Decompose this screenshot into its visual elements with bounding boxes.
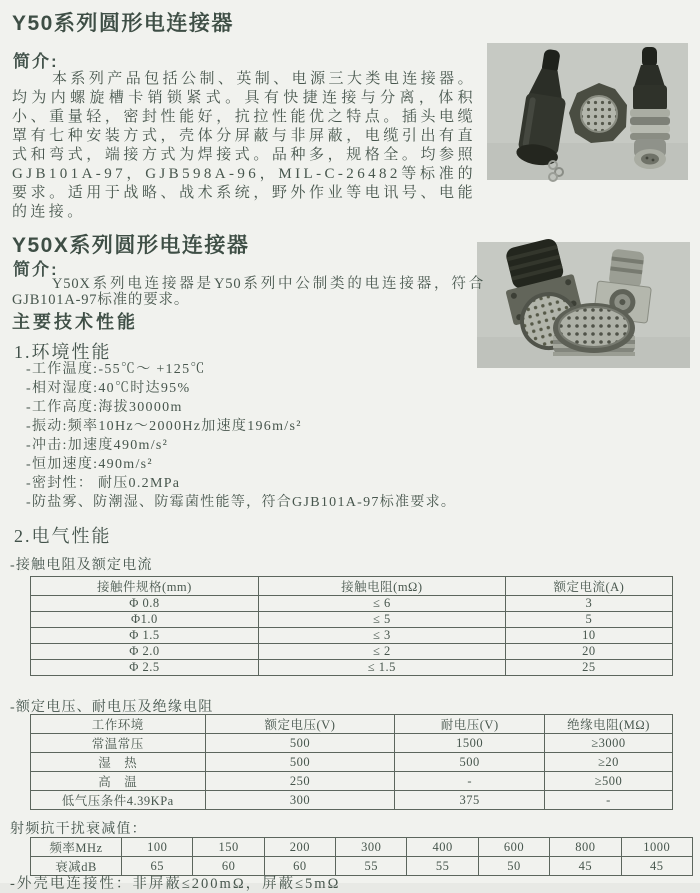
spec-item: -工作温度:-55℃～ +125℃ — [26, 362, 206, 377]
table-cell: 1500 — [395, 734, 545, 753]
table-cell: 800 — [550, 838, 621, 857]
voltage-insulation-table — [30, 714, 673, 810]
table-cell: ≥20 — [545, 753, 673, 772]
table-cell: 300 — [205, 791, 395, 810]
table-cell: 接触电阻(mΩ) — [258, 577, 505, 596]
table-row — [31, 644, 673, 660]
table-cell: 60 — [264, 857, 335, 876]
table-cell: 高 温 — [31, 772, 206, 791]
table-cell: ≥500 — [545, 772, 673, 791]
env-spec-list — [26, 360, 456, 512]
table-cell: ≤ 2 — [258, 644, 505, 660]
table-cell: 400 — [407, 838, 478, 857]
table-cell: 65 — [122, 857, 193, 876]
y50x-series-title: Y50X系列圆形电连接器 — [12, 234, 250, 257]
table-row — [31, 628, 673, 644]
table-cell: 375 — [395, 791, 545, 810]
table-cell: Φ1.0 — [31, 612, 259, 628]
table-cell: ≤ 5 — [258, 612, 505, 628]
table-cell: 10 — [505, 628, 672, 644]
table-cell: Φ 2.5 — [31, 660, 259, 676]
table-cell: 接触件规格(mm) — [31, 577, 259, 596]
table-cell: 工作环境 — [31, 715, 206, 734]
table-cell: 1000 — [621, 838, 692, 857]
table-row — [31, 753, 673, 772]
table-cell: 600 — [478, 838, 549, 857]
table-row — [31, 772, 673, 791]
table-cell: 耐电压(V) — [395, 715, 545, 734]
table-cell: 150 — [193, 838, 264, 857]
electrical-performance-heading: 2.电气性能 — [14, 526, 112, 546]
intro-label: 简介: — [13, 52, 59, 71]
table-cell: 衰减dB — [31, 857, 122, 876]
table-cell: 20 — [505, 644, 672, 660]
intro-paragraph: 本系列产品包括公制、英制、电源三大类电连接器。均为内螺旋槽卡销锁紧式。具有快捷连接与分离，体积小、重量轻，密封性能好，抗拉性能优之特点。插头电缆罩有七种安装方式，壳体分屏蔽与非屏蔽，电缆引出有直式和弯式，端接方式为焊接式。品种多，规格全。均参照GJB101A-97，GJB598A-96，MIL-C-26482等标准的要求。适用于战略、战术系统，野外作业等电讯号、电能的连接。 — [12, 71, 476, 220]
table-cell: 100 — [122, 838, 193, 857]
table-cell: 500 — [205, 734, 395, 753]
table-cell: Φ 0.8 — [31, 596, 259, 612]
table-cell: ≤ 1.5 — [258, 660, 505, 676]
table-row — [31, 734, 673, 753]
table-cell: 45 — [621, 857, 692, 876]
table-cell: 50 — [478, 857, 549, 876]
main-tech-heading: 主要技术性能 — [12, 312, 138, 332]
table-cell: 250 — [205, 772, 395, 791]
spec-item: -工作高度:海拔30000m — [26, 400, 183, 415]
rf-attenuation-table — [30, 837, 693, 876]
spec-item: -密封性： 耐压0.2MPa — [26, 476, 181, 491]
table-header-row — [31, 577, 673, 596]
table-row — [31, 612, 673, 628]
table-cell: ≤ 6 — [258, 596, 505, 612]
table-row — [31, 838, 693, 857]
intro-paragraph: Y50X系列电连接器是Y50系列中公制类的电连接器，符合GJB101A-97标准的要求。 — [12, 276, 484, 308]
table-cell: 常温常压 — [31, 734, 206, 753]
table-cell: ≤ 3 — [258, 628, 505, 644]
env-performance-heading: 1.环境性能 — [14, 342, 112, 362]
table-cell: Φ 2.0 — [31, 644, 259, 660]
table-cell: 低气压条件4.39KPa — [31, 791, 206, 810]
table-row — [31, 596, 673, 612]
table-cell: 额定电流(A) — [505, 577, 672, 596]
table-cell: 55 — [407, 857, 478, 876]
table-cell: 300 — [336, 838, 407, 857]
contact-resistance-table — [30, 576, 673, 676]
y50-series-title: Y50系列圆形电连接器 — [12, 12, 234, 35]
table-header-row — [31, 715, 673, 734]
y50x-connectors-photo — [477, 242, 690, 368]
spec-item: -振动:频率10Hz～2000Hz加速度196m/s² — [26, 419, 302, 434]
table-cell: 25 — [505, 660, 672, 676]
table-cell: 绝缘电阻(MΩ) — [545, 715, 673, 734]
rf-table-caption: 射频抗干扰衰减值： — [10, 822, 147, 837]
table-row — [31, 660, 673, 676]
table-cell: 频率MHz — [31, 838, 122, 857]
table-cell: 3 — [505, 596, 672, 612]
y50-connectors-photo — [487, 43, 688, 180]
table-cell: ≥3000 — [545, 734, 673, 753]
contact-table-caption: -接触电阻及额定电流 — [10, 558, 153, 573]
spec-item: -恒加速度:490m/s² — [26, 457, 153, 472]
table-cell: - — [545, 791, 673, 810]
table-cell: 500 — [205, 753, 395, 772]
table-cell: Φ 1.5 — [31, 628, 259, 644]
table-cell: 45 — [550, 857, 621, 876]
table-cell: 湿 热 — [31, 753, 206, 772]
intro-label: 简介: — [13, 260, 59, 279]
table-cell: 500 — [395, 753, 545, 772]
round-socket — [553, 303, 635, 356]
table-cell: 60 — [193, 857, 264, 876]
voltage-table-caption: -额定电压、耐电压及绝缘电阻 — [10, 700, 214, 715]
table-cell: 55 — [336, 857, 407, 876]
spec-item: -相对湿度:40℃时达95% — [26, 381, 191, 396]
table-cell: 200 — [264, 838, 335, 857]
table-cell: - — [395, 772, 545, 791]
table-row — [31, 791, 673, 810]
spec-item: -冲击:加速度490m/s² — [26, 438, 169, 453]
table-cell: 5 — [505, 612, 672, 628]
shell-continuity-note: -外壳电连接性：非屏蔽≤200mΩ，屏蔽≤5mΩ — [10, 876, 341, 892]
table-cell: 额定电压(V) — [205, 715, 395, 734]
spec-item: -防盐雾、防潮湿、防霉菌性能等，符合GJB101A-97标准要求。 — [26, 495, 457, 510]
